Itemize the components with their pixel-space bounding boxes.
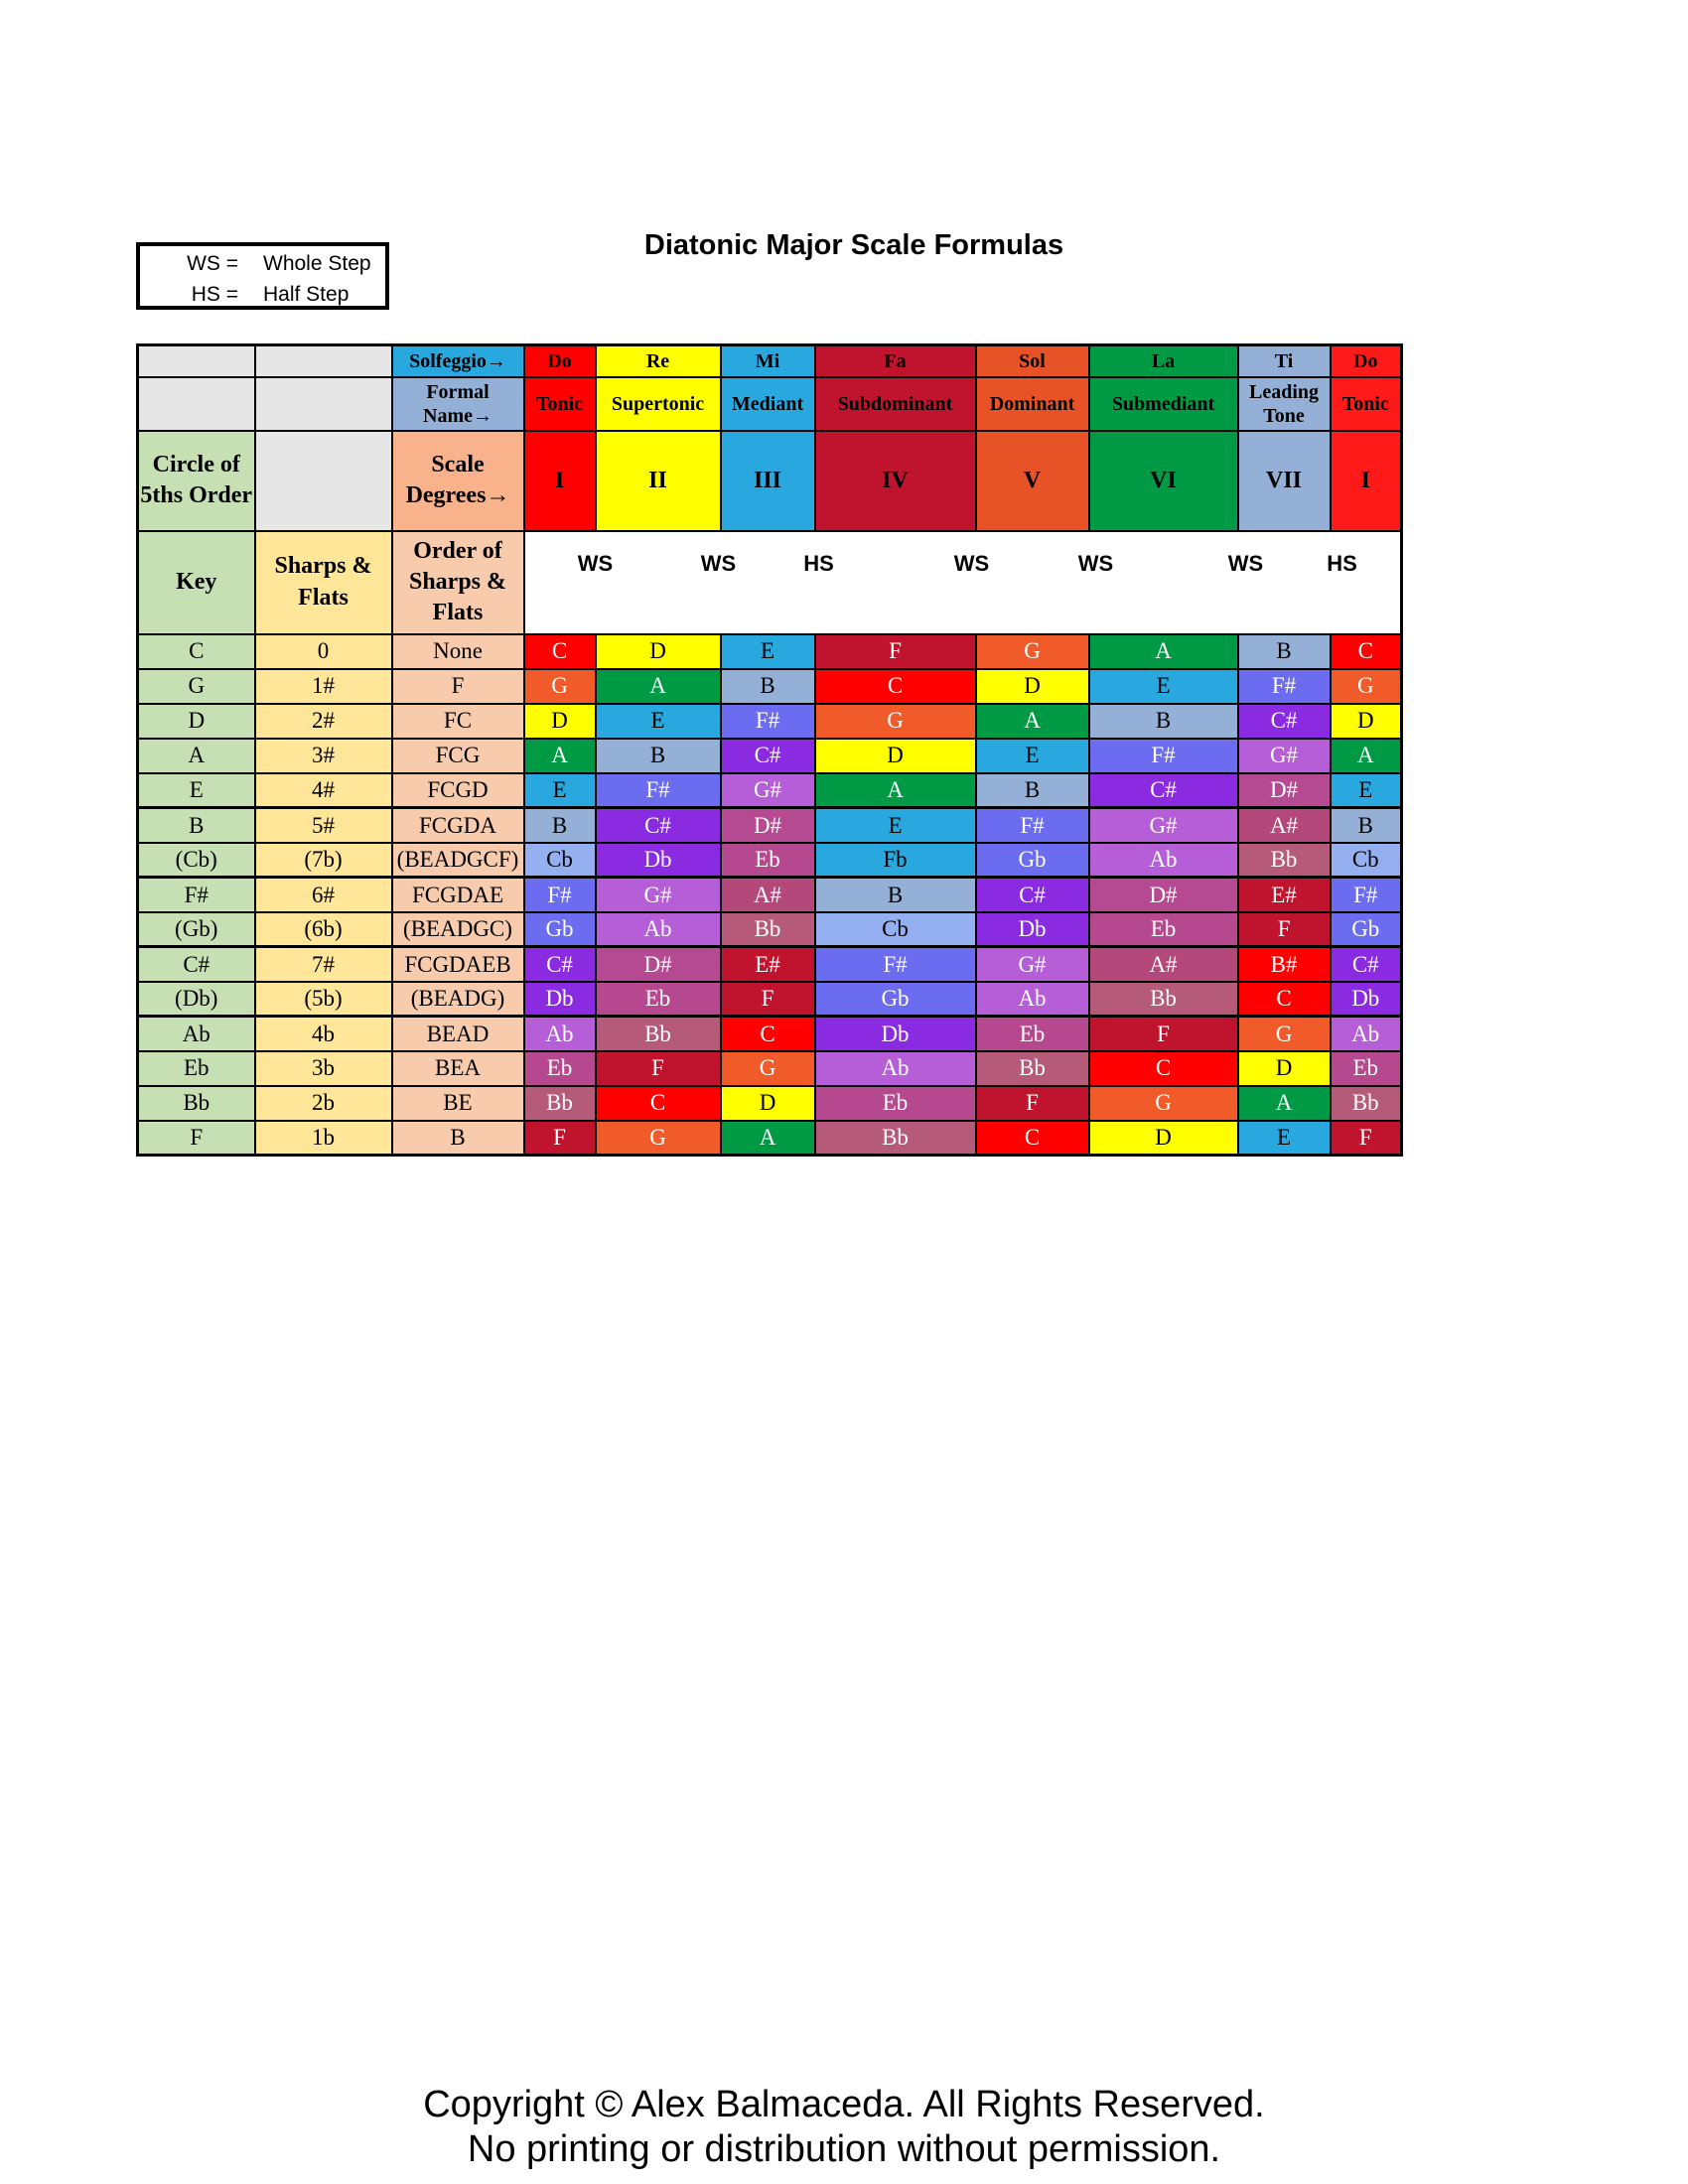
note-cell: A# bbox=[1238, 808, 1331, 843]
order-cell: FCGD bbox=[392, 773, 524, 808]
note-cell: F# bbox=[524, 878, 596, 912]
scale-degree-i: I bbox=[1331, 431, 1402, 531]
copyright-notice bbox=[0, 2083, 1688, 2172]
note-cell: B bbox=[721, 669, 815, 704]
order-label: Order of Sharps & Flats bbox=[392, 531, 524, 634]
note-cell: C bbox=[596, 1086, 721, 1121]
note-cell: C# bbox=[976, 878, 1089, 912]
note-cell: D# bbox=[596, 947, 721, 982]
note-cell: Ab bbox=[1089, 843, 1238, 878]
whole-step-marker: WS bbox=[953, 551, 990, 577]
note-cell: A bbox=[596, 669, 721, 704]
note-cell: E bbox=[815, 808, 976, 843]
scale-degree-vii: VII bbox=[1238, 431, 1331, 531]
accidentals-cell: 1b bbox=[255, 1121, 392, 1156]
note-cell: A bbox=[1331, 739, 1402, 773]
key-cell: C# bbox=[138, 947, 255, 982]
note-cell: Db bbox=[1331, 982, 1402, 1017]
note-cell: Db bbox=[815, 1017, 976, 1051]
note-cell: E bbox=[524, 773, 596, 808]
accidentals-cell: (5b) bbox=[255, 982, 392, 1017]
scale-table bbox=[136, 343, 1403, 1157]
step-pattern bbox=[524, 531, 1402, 634]
note-cell: B bbox=[1238, 634, 1331, 669]
note-cell: B# bbox=[1238, 947, 1331, 982]
note-cell: D bbox=[815, 739, 976, 773]
legend-abbr: HS = bbox=[191, 283, 238, 306]
note-cell: D# bbox=[1089, 878, 1238, 912]
accidentals-cell: 6# bbox=[255, 878, 392, 912]
note-cell: Bb bbox=[1331, 1086, 1402, 1121]
note-cell: Ab bbox=[524, 1017, 596, 1051]
solfeggio-re: Re bbox=[596, 345, 721, 377]
note-cell: C# bbox=[1238, 704, 1331, 739]
order-cell: (BEADGCF) bbox=[392, 843, 524, 878]
note-cell: B bbox=[976, 773, 1089, 808]
key-cell: A bbox=[138, 739, 255, 773]
note-cell: C# bbox=[1331, 947, 1402, 982]
formal-name-leading-tone: Leading Tone bbox=[1238, 377, 1331, 431]
note-cell: D bbox=[1238, 1051, 1331, 1086]
note-cell: Bb bbox=[524, 1086, 596, 1121]
note-cell: E# bbox=[1238, 878, 1331, 912]
note-cell: G bbox=[1238, 1017, 1331, 1051]
formal-name-subdominant: Subdominant bbox=[815, 377, 976, 431]
accidentals-cell: 4b bbox=[255, 1017, 392, 1051]
order-cell: (BEADG) bbox=[392, 982, 524, 1017]
note-cell: C# bbox=[1089, 773, 1238, 808]
key-cell: Eb bbox=[138, 1051, 255, 1086]
order-cell: BE bbox=[392, 1086, 524, 1121]
note-cell: Db bbox=[596, 843, 721, 878]
formal-name-tonic: Tonic bbox=[524, 377, 596, 431]
scale-degree-vi: VI bbox=[1089, 431, 1238, 531]
scale-degrees-label: Scale Degrees→ bbox=[392, 431, 524, 531]
key-cell: (Db) bbox=[138, 982, 255, 1017]
note-cell: Eb bbox=[721, 843, 815, 878]
note-cell: C bbox=[815, 669, 976, 704]
note-cell: Eb bbox=[976, 1017, 1089, 1051]
page-title: Diatonic Major Scale Formulas bbox=[643, 229, 1064, 261]
note-cell: Ab bbox=[596, 912, 721, 947]
note-cell: F# bbox=[815, 947, 976, 982]
note-cell: A bbox=[524, 739, 596, 773]
note-cell: F bbox=[1089, 1017, 1238, 1051]
note-cell: Bb bbox=[815, 1121, 976, 1156]
note-cell: Ab bbox=[815, 1051, 976, 1086]
legend-abbr: WS = bbox=[187, 252, 238, 275]
formal-name-dominant: Dominant bbox=[976, 377, 1089, 431]
note-cell: C# bbox=[524, 947, 596, 982]
note-cell: G bbox=[1331, 669, 1402, 704]
note-cell: A bbox=[721, 1121, 815, 1156]
note-cell: C bbox=[1238, 982, 1331, 1017]
note-cell: G# bbox=[1089, 808, 1238, 843]
circle-of-fifths-label: Circle of 5ths Order bbox=[138, 431, 255, 531]
order-cell: BEAD bbox=[392, 1017, 524, 1051]
key-cell: Bb bbox=[138, 1086, 255, 1121]
note-cell: G bbox=[596, 1121, 721, 1156]
accidentals-cell: 5# bbox=[255, 808, 392, 843]
note-cell: C bbox=[1331, 634, 1402, 669]
order-cell: F bbox=[392, 669, 524, 704]
note-cell: Bb bbox=[721, 912, 815, 947]
note-cell: Bb bbox=[1089, 982, 1238, 1017]
key-cell: D bbox=[138, 704, 255, 739]
note-cell: D bbox=[976, 669, 1089, 704]
note-cell: Fb bbox=[815, 843, 976, 878]
blank-cell bbox=[138, 377, 255, 431]
accidentals-cell: (6b) bbox=[255, 912, 392, 947]
note-cell: F# bbox=[1089, 739, 1238, 773]
note-cell: F# bbox=[721, 704, 815, 739]
note-cell: E bbox=[1331, 773, 1402, 808]
note-cell: D bbox=[1331, 704, 1402, 739]
scale-degree-ii: II bbox=[596, 431, 721, 531]
note-cell: Bb bbox=[596, 1017, 721, 1051]
note-cell: E bbox=[596, 704, 721, 739]
note-cell: D bbox=[721, 1086, 815, 1121]
order-cell: FCG bbox=[392, 739, 524, 773]
formal-name-label: Formal Name→ bbox=[392, 377, 524, 431]
note-cell: D bbox=[524, 704, 596, 739]
note-cell: G bbox=[524, 669, 596, 704]
note-cell: Eb bbox=[1331, 1051, 1402, 1086]
legend-meaning: Half Step bbox=[263, 283, 350, 306]
note-cell: C bbox=[976, 1121, 1089, 1156]
sharps-flats-label: Sharps & Flats bbox=[255, 531, 392, 634]
solfeggio-la: La bbox=[1089, 345, 1238, 377]
scale-degree-iv: IV bbox=[815, 431, 976, 531]
note-cell: C# bbox=[596, 808, 721, 843]
note-cell: D# bbox=[721, 808, 815, 843]
accidentals-cell: 4# bbox=[255, 773, 392, 808]
accidentals-cell: 2# bbox=[255, 704, 392, 739]
key-label: Key bbox=[138, 531, 255, 634]
note-cell: Ab bbox=[1331, 1017, 1402, 1051]
half-step-marker: HS bbox=[803, 551, 834, 577]
legend-box bbox=[136, 242, 389, 310]
note-cell: C bbox=[1089, 1051, 1238, 1086]
note-cell: E# bbox=[721, 947, 815, 982]
note-cell: Cb bbox=[524, 843, 596, 878]
key-cell: F bbox=[138, 1121, 255, 1156]
key-cell: C bbox=[138, 634, 255, 669]
note-cell: G bbox=[976, 634, 1089, 669]
note-cell: A# bbox=[1089, 947, 1238, 982]
note-cell: C bbox=[721, 1017, 815, 1051]
key-cell: F# bbox=[138, 878, 255, 912]
note-cell: B bbox=[596, 739, 721, 773]
order-cell: None bbox=[392, 634, 524, 669]
key-cell: B bbox=[138, 808, 255, 843]
formal-name-supertonic: Supertonic bbox=[596, 377, 721, 431]
solfeggio-ti: Ti bbox=[1238, 345, 1331, 377]
note-cell: F bbox=[721, 982, 815, 1017]
note-cell: F bbox=[976, 1086, 1089, 1121]
note-cell: Bb bbox=[976, 1051, 1089, 1086]
blank-cell bbox=[255, 431, 392, 531]
order-cell: FCGDAE bbox=[392, 878, 524, 912]
note-cell: Eb bbox=[596, 982, 721, 1017]
note-cell: Db bbox=[976, 912, 1089, 947]
note-cell: G# bbox=[976, 947, 1089, 982]
note-cell: Cb bbox=[1331, 843, 1402, 878]
solfeggio-do: Do bbox=[524, 345, 596, 377]
blank-cell bbox=[255, 377, 392, 431]
note-cell: F# bbox=[1238, 669, 1331, 704]
copyright-line: Copyright © Alex Balmaceda. All Rights Reserved. bbox=[423, 2084, 1265, 2125]
note-cell: Eb bbox=[524, 1051, 596, 1086]
formal-name-submediant: Submediant bbox=[1089, 377, 1238, 431]
key-cell: G bbox=[138, 669, 255, 704]
solfeggio-sol: Sol bbox=[976, 345, 1089, 377]
key-cell: (Gb) bbox=[138, 912, 255, 947]
note-cell: Gb bbox=[1331, 912, 1402, 947]
note-cell: Gb bbox=[524, 912, 596, 947]
note-cell: B bbox=[1331, 808, 1402, 843]
solfeggio-do: Do bbox=[1331, 345, 1402, 377]
note-cell: Bb bbox=[1238, 843, 1331, 878]
note-cell: B bbox=[524, 808, 596, 843]
accidentals-cell: 1# bbox=[255, 669, 392, 704]
scale-degree-v: V bbox=[976, 431, 1089, 531]
order-cell: FCGDAEB bbox=[392, 947, 524, 982]
note-cell: G bbox=[1089, 1086, 1238, 1121]
note-cell: F bbox=[1238, 912, 1331, 947]
note-cell: E bbox=[721, 634, 815, 669]
accidentals-cell: (7b) bbox=[255, 843, 392, 878]
order-cell: FCGDA bbox=[392, 808, 524, 843]
note-cell: Gb bbox=[976, 843, 1089, 878]
note-cell: F bbox=[815, 634, 976, 669]
blank-cell bbox=[138, 345, 255, 377]
note-cell: G bbox=[815, 704, 976, 739]
note-cell: C bbox=[524, 634, 596, 669]
note-cell: A bbox=[815, 773, 976, 808]
note-cell: Eb bbox=[815, 1086, 976, 1121]
note-cell: Eb bbox=[1089, 912, 1238, 947]
half-step-marker: HS bbox=[1327, 551, 1357, 577]
note-cell: E bbox=[1238, 1121, 1331, 1156]
accidentals-cell: 7# bbox=[255, 947, 392, 982]
note-cell: A bbox=[976, 704, 1089, 739]
note-cell: F# bbox=[976, 808, 1089, 843]
note-cell: F# bbox=[596, 773, 721, 808]
note-cell: F bbox=[1331, 1121, 1402, 1156]
scale-degree-iii: III bbox=[721, 431, 815, 531]
note-cell: E bbox=[976, 739, 1089, 773]
solfeggio-fa: Fa bbox=[815, 345, 976, 377]
order-cell: FC bbox=[392, 704, 524, 739]
order-cell: (BEADGC) bbox=[392, 912, 524, 947]
legend-meaning: Whole Step bbox=[263, 252, 371, 275]
note-cell: F# bbox=[1331, 878, 1402, 912]
note-cell: Db bbox=[524, 982, 596, 1017]
note-cell: D bbox=[596, 634, 721, 669]
key-cell: E bbox=[138, 773, 255, 808]
formal-name-tonic: Tonic bbox=[1331, 377, 1402, 431]
note-cell: G bbox=[721, 1051, 815, 1086]
accidentals-cell: 2b bbox=[255, 1086, 392, 1121]
order-cell: B bbox=[392, 1121, 524, 1156]
formal-name-mediant: Mediant bbox=[721, 377, 815, 431]
note-cell: F bbox=[596, 1051, 721, 1086]
key-cell: Ab bbox=[138, 1017, 255, 1051]
solfeggio-label: Solfeggio→ bbox=[392, 345, 524, 377]
note-cell: A# bbox=[721, 878, 815, 912]
note-cell: B bbox=[815, 878, 976, 912]
accidentals-cell: 3# bbox=[255, 739, 392, 773]
note-cell: A bbox=[1089, 634, 1238, 669]
note-cell: B bbox=[1089, 704, 1238, 739]
order-cell: BEA bbox=[392, 1051, 524, 1086]
note-cell: Cb bbox=[815, 912, 976, 947]
note-cell: E bbox=[1089, 669, 1238, 704]
solfeggio-mi: Mi bbox=[721, 345, 815, 377]
whole-step-marker: WS bbox=[1227, 551, 1264, 577]
note-cell: C# bbox=[721, 739, 815, 773]
whole-step-marker: WS bbox=[577, 551, 614, 577]
accidentals-cell: 0 bbox=[255, 634, 392, 669]
permission-line: No printing or distribution without permission. bbox=[467, 2128, 1221, 2170]
blank-cell bbox=[255, 345, 392, 377]
note-cell: Ab bbox=[976, 982, 1089, 1017]
whole-step-marker: WS bbox=[700, 551, 737, 577]
key-cell: (Cb) bbox=[138, 843, 255, 878]
note-cell: A bbox=[1238, 1086, 1331, 1121]
note-cell: Gb bbox=[815, 982, 976, 1017]
accidentals-cell: 3b bbox=[255, 1051, 392, 1086]
note-cell: F bbox=[524, 1121, 596, 1156]
note-cell: D bbox=[1089, 1121, 1238, 1156]
note-cell: G# bbox=[721, 773, 815, 808]
note-cell: D# bbox=[1238, 773, 1331, 808]
note-cell: G# bbox=[1238, 739, 1331, 773]
whole-step-marker: WS bbox=[1077, 551, 1114, 577]
scale-degree-i: I bbox=[524, 431, 596, 531]
note-cell: G# bbox=[596, 878, 721, 912]
